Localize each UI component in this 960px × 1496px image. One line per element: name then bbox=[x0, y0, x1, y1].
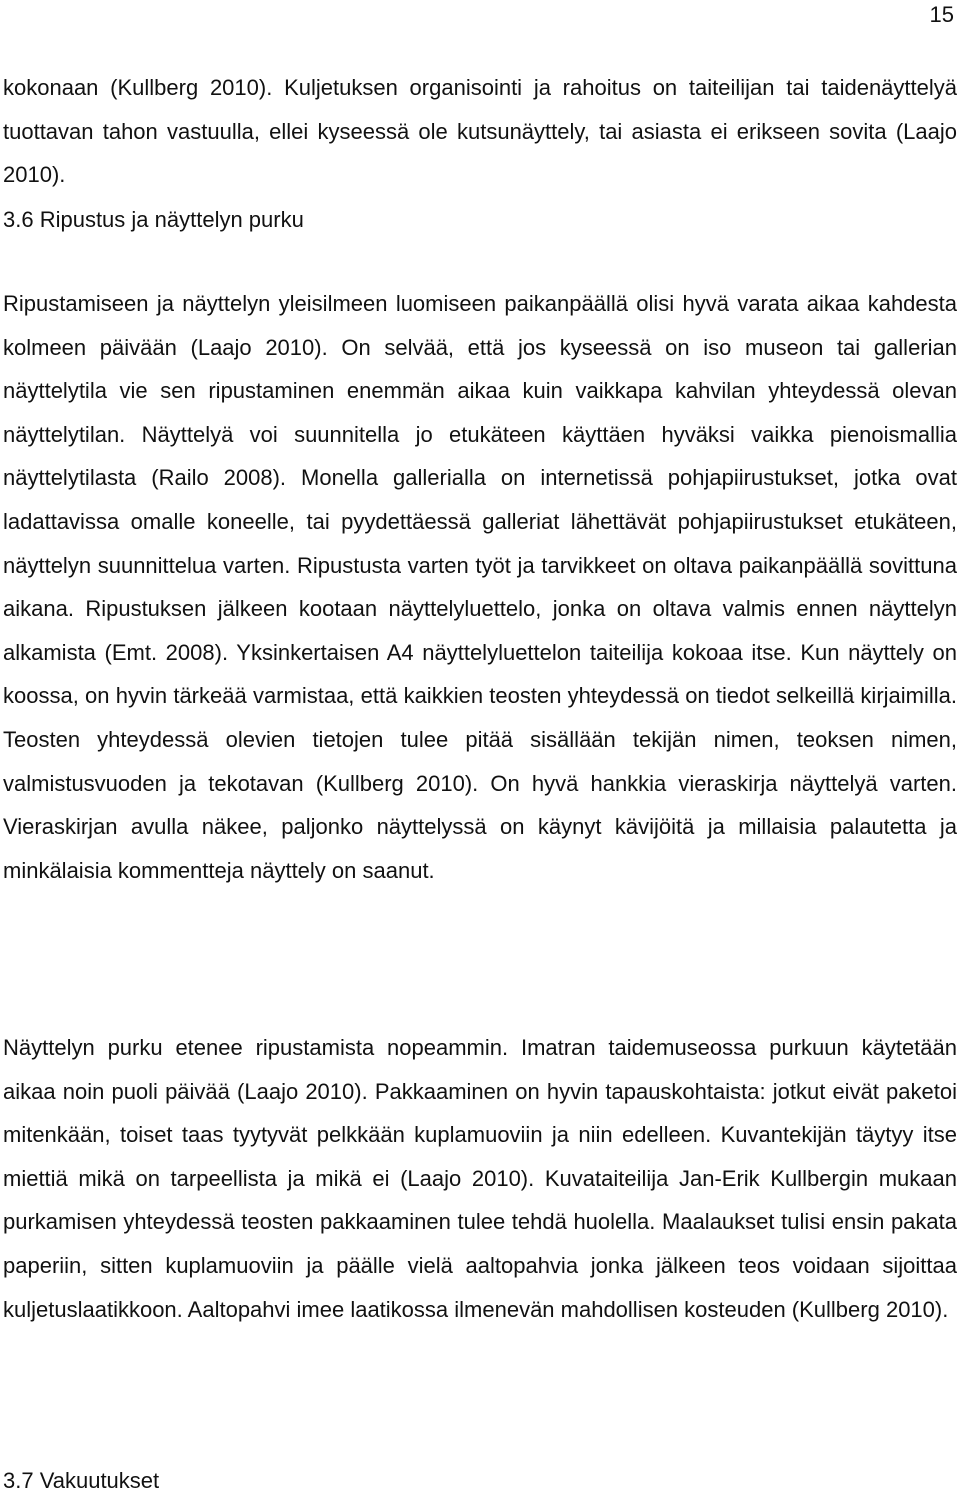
intro-paragraph: kokonaan (Kullberg 2010). Kuljetuksen organisointi ja rahoitus on taiteilijan tai taidenäyttelyä tuottavan tahon vastuulla, ellei kyseessä ole kutsunäyttely, tai asiasta ei erikseen sovita (Laajo 2010). bbox=[3, 75, 957, 188]
ripustus-paragraph: Ripustamiseen ja näyttelyn yleisilmeen luomiseen paikanpäällä olisi hyvä varata aikaa kahdesta kolmeen päivään (Laajo 2010). On selvää, että jos kyseessä on iso museon tai gallerian näyttelytila vie sen ripustaminen enemmän aikaa kuin vaikkapa kahvilan yhteydessä olevan näyttelytilan. Näyttelyä voi suunnitella jo etukäteen käyttäen hyväksi vaikka pienoismallia näyttelytilasta (Railo 2008). Monella gallerialla on internetissä pohjapiirustukset, jotka ovat ladattavissa omalle koneelle, tai pyydettäessä galleriat lähettävät pohjapiirustukset etukäteen, näyttelyn suunnittelua varten. Ripustusta varten työt ja tarvikkeet on oltava paikanpäällä sovittuna aikana. Ripustuksen jälkeen kootaan näyttelyluettelo, jonka on oltava valmis ennen näyttelyn alkamista (Emt. 2008). Yksinkertaisen A4 näyttelyluettelon taiteilija kokoaa itse. Kun näyttely on koossa, on hyvin tärkeää varmistaa, että kaikkien teosten yhteydessä on tiedot selkeillä kirjaimilla. Teosten yhteydessä olevien tietojen tulee pitää sisällään tekijän nimen, teoksen nimen, valmistusvuoden ja tekotavan (Kullberg 2010). On hyvä hankkia vieraskirja näyttelyä varten. Vieraskirjan avulla näkee, paljonko näyttelyssä on käynyt kävijöitä ja millaisia palautetta ja minkälaisia kommentteja näyttely on saanut. bbox=[3, 291, 957, 883]
section-heading-ripustus: 3.6 Ripustus ja näyttelyn purku bbox=[3, 207, 304, 232]
purku-paragraph: Näyttelyn purku etenee ripustamista nopeammin. Imatran taidemuseossa purkuun käytetään aikaa noin puoli päivää (Laajo 2010). Pakkaaminen on hyvin tapauskohtaista: jotkut eivät paketoi mitenkään, toiset taas tyytyvät pelkkään kuplamuoviin ja niin edelleen. Kuvantekijän täytyy itse miettiä mikä on tarpeellista ja mikä ei (Laajo 2010). Kuvataiteilija Jan-Erik Kullbergin mukaan purkamisen yhteydessä teosten pakkaaminen tulee tehdä huolella. Maalaukset tulisi ensin pakata paperiin, sitten kuplamuoviin ja päälle vielä aaltopahvia jonka jälkeen teos voidaan sijoittaa kuljetuslaatikkoon. Aaltopahvi imee laatikossa ilmenevän mahdollisen kosteuden (Kullberg 2010). bbox=[3, 1035, 957, 1322]
page-number: 15 bbox=[929, 2, 954, 27]
section-heading-vakuutukset: 3.7 Vakuutukset bbox=[3, 1468, 160, 1493]
